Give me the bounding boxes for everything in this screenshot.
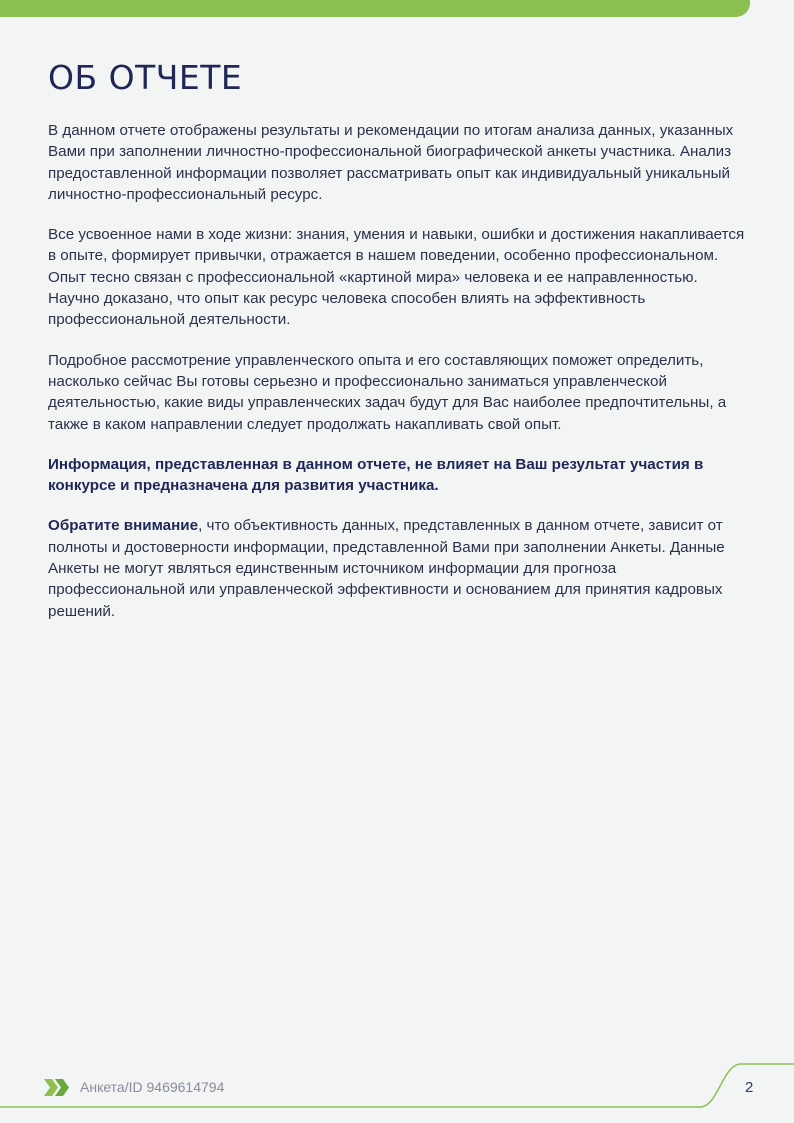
- page-title: ОБ ОТЧЕТЕ: [48, 58, 243, 97]
- paragraph-disclaimer: Информация, представленная в данном отчете, не влияет на Ваш результат участия в конкурсе и предназначена для развития участника.: [48, 455, 704, 495]
- notice-lead: Обратите внимание: [48, 517, 199, 535]
- paragraph-experience: Все усвоенное нами в ходе жизни: знания, умения и навыки, ошибки и достижения накапливается в опыте, формирует привычки, отражается в нашем поведении, особенно профессиональном. Опыт тесно связан с профессиональной «картиной мира» человека и ее направленностью. Научно доказано, что опыт как ресурс человека способен влиять на эффективность профессиональной деятельности.: [48, 226, 745, 329]
- paragraph-management: Подробное рассмотрение управленческого опыта и его составляющих поможет определить, насколько сейчас Вы готовы серьезно и профессионально заниматься управленческой деятельностью, какие виды управленческих задач будут для Вас наиболее предпочтительны, а также в каком направлении следует продолжать накапливать свой опыт.: [48, 351, 727, 433]
- double-chevron-right-icon: [44, 1079, 70, 1096]
- report-body: [48, 120, 753, 641]
- top-accent-bar: [0, 0, 750, 17]
- paragraph-intro: В данном отчете отображены результаты и рекомендации по итогам анализа данных, указанных Вами при заполнении личностно-профессиональной биографической анкеты участника. Анализ предоставленной информации позволяет рассматривать опыт как индивидуальный уникальный личностно-профессиональный ресурс.: [48, 122, 734, 203]
- page-number: 2: [745, 1079, 754, 1096]
- notice-text: , что объективность данных, представленных в данном отчете, зависит от полноты и достоверности информации, представленной Вами при заполнении Анкеты. Данные Анкеты не могут являться единственным источником информации для прогноза профессиональной или управленческой эффективности и основанием для принятия кадровых решений.: [48, 517, 725, 620]
- form-id-label: Анкета/ID 9469614794: [80, 1079, 225, 1095]
- paragraph-notice: [48, 515, 753, 621]
